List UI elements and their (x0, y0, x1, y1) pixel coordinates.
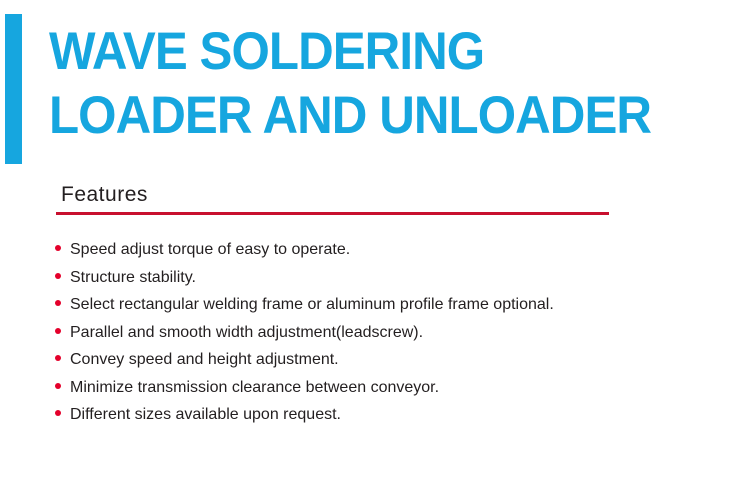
page-title-line-2: LOADER AND UNLOADER (49, 86, 652, 145)
feature-item (53, 374, 554, 402)
title-accent-bar (5, 14, 22, 164)
feature-text: Structure stability. (70, 268, 196, 286)
feature-item (53, 291, 554, 319)
feature-text: Speed adjust torque of easy to operate. (70, 241, 351, 258)
feature-text: Convey speed and height adjustment. (70, 351, 339, 368)
feature-text: Minimize transmission clearance between conveyor. (70, 378, 440, 396)
page-title (49, 20, 651, 148)
feature-item (53, 236, 554, 264)
bullet-icon (55, 328, 61, 334)
feature-text: Parallel and smooth width adjustment(leadscrew). (70, 323, 424, 341)
page-title-line-1: WAVE SOLDERING (49, 22, 485, 81)
features-list (53, 236, 554, 429)
bullet-icon (55, 383, 61, 389)
bullet-icon (55, 273, 61, 279)
feature-item (53, 319, 554, 347)
bullet-icon (55, 245, 61, 251)
feature-item (53, 346, 554, 374)
bullet-icon (55, 410, 61, 416)
features-heading: Features (61, 183, 148, 206)
feature-item (53, 401, 554, 429)
feature-text: Select rectangular welding frame or aluminum profile frame optional. (70, 296, 554, 313)
features-divider (56, 212, 609, 215)
feature-item (53, 264, 554, 292)
feature-text: Different sizes available upon request. (70, 406, 341, 423)
bullet-icon (55, 355, 61, 361)
bullet-icon (55, 300, 61, 306)
